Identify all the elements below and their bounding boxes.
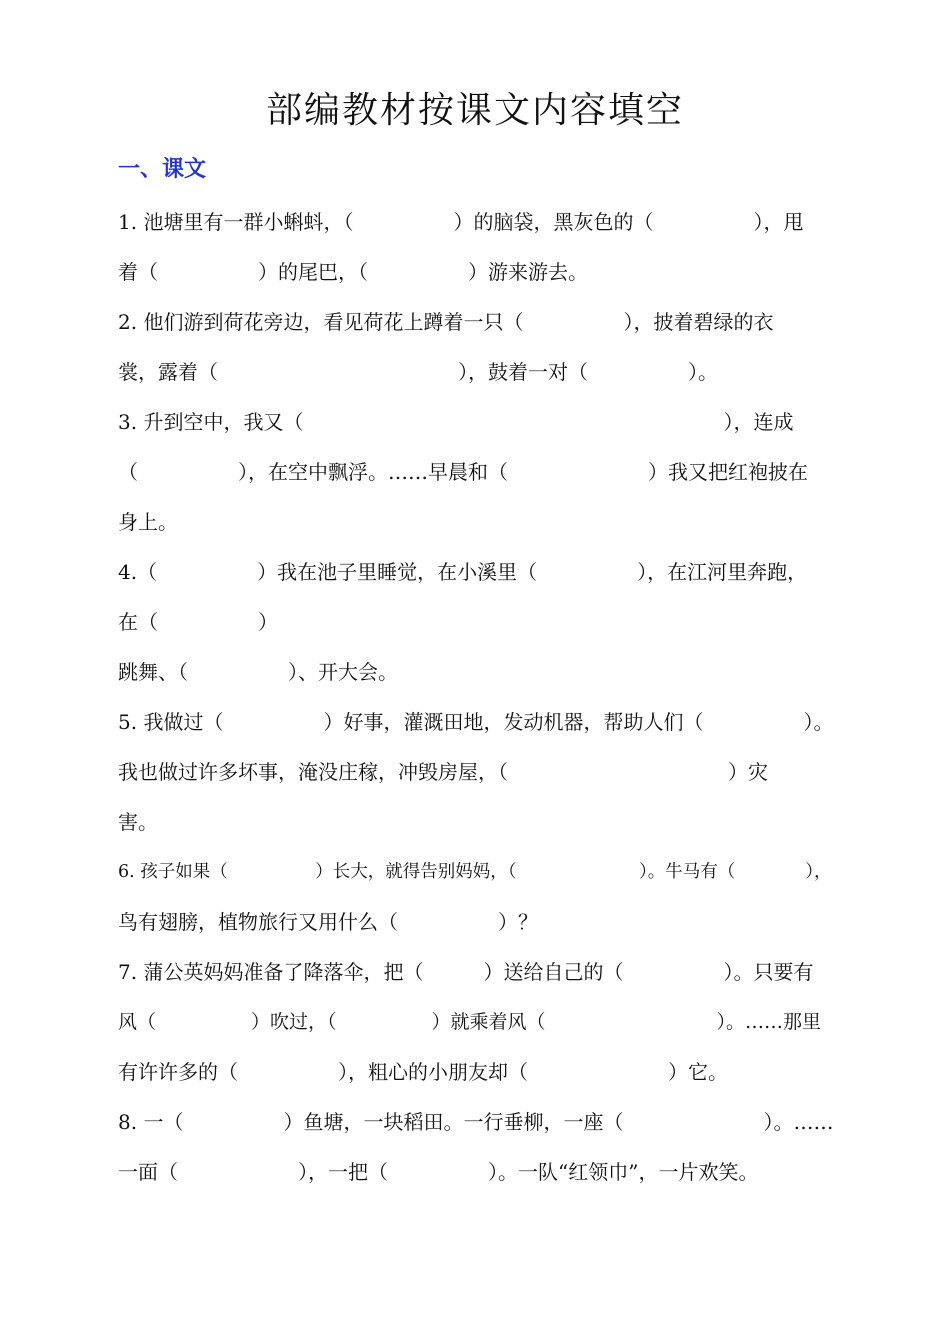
text-line-9: 在（ ） [118,610,278,634]
text-line-12: 我也做过许多坏事，淹没庄稼，冲毁房屋，（ ）灾 [118,760,768,784]
text-line-15: 鸟有翅膀，植物旅行又用什么（ ）？ [118,910,538,934]
text-line-18: 有许许多的（ ），粗心的小朋友却（ ）它。 [118,1060,728,1084]
text-line-4: 裳，露着（ ），鼓着一对（ ）。 [118,360,718,384]
text-line-7: 身上。 [118,510,178,534]
text-line-17: 风（ ）吹过，（ ）就乘着风（ ）。……那里 [118,1011,822,1033]
text-line-1: 1. 池塘里有一群小蝌蚪，（ ）的脑袋，黑灰色的（ ），甩 [118,210,804,234]
text-line-19: 8. 一（ ）鱼塘，一块稻田。一行垂柳，一座（ ）。…… [118,1110,834,1134]
text-line-3: 2. 他们游到荷花旁边，看见荷花上蹲着一只（ ），披着碧绿的衣 [118,310,774,334]
text-line-11: 5. 我做过（ ）好事，灌溉田地，发动机器，帮助人们（ ）。 [118,710,834,734]
text-line-5: 3. 升到空中，我又（ ），连成 [118,410,794,434]
page-title: 部编教材按课文内容填空 [265,90,684,131]
text-line-20: 一面（ ），一把（ ）。一队“红领巾”，一片欢笑。 [118,1160,759,1184]
section-heading: 一、课文 [118,157,207,182]
text-line-6: （ ），在空中飘浮。……早晨和（ ）我又把红袍披在 [118,460,808,484]
text-line-16: 7. 蒲公英妈妈准备了降落伞，把（ ）送给自己的（ ）。只要有 [118,960,814,984]
text-line-14: 6. 孩子如果（ ）长大，就得告别妈妈，（ ）。牛马有（ ）， [118,862,832,882]
text-line-8: 4.（ ）我在池子里睡觉，在小溪里（ ），在江河里奔跑， [118,560,808,584]
text-line-10: 跳舞、（ ）、开大会。 [118,660,398,684]
text-line-13: 害。 [118,810,158,834]
text-line-2: 着（ ）的尾巴，（ ）游来游去。 [118,260,588,284]
